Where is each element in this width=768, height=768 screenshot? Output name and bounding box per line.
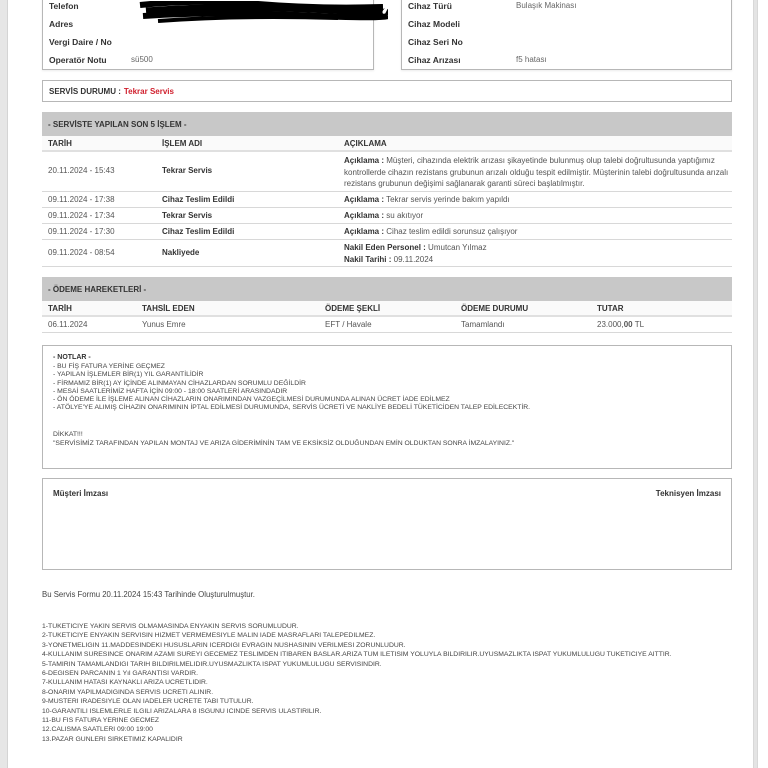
term-item: 4-KULLANIM SURESINCE ONARIM AZAMI SUREYI GECEMEZ TESLIMDEN ITIBAREN BASLAR.ARIZA TUM ILETISIM YOLUYLA BILDIRILIR.UYUSMAZLIKTA ISPAT YUKUMLULUGU TUKETICIYE AITTIR. (42, 651, 672, 659)
customer-info-box (42, 0, 374, 70)
operation-date: 09.11.2024 - 17:34 (48, 211, 115, 220)
col-header-date: TARİH (48, 139, 72, 148)
info-label: Telefon (49, 0, 79, 11)
col-header-operation: İŞLEM ADI (162, 139, 203, 148)
notes-title: - NOTLAR - (53, 354, 91, 361)
description-label: Açıklama : (344, 211, 385, 220)
table-row (42, 318, 732, 333)
description-text: su akıtıyor (386, 211, 424, 220)
operations-section-header: - SERVİSTE YAPILAN SON 5 İŞLEM - (42, 112, 732, 136)
signature-box (42, 478, 732, 570)
info-row-phone (49, 0, 131, 14)
info-label: Cihaz Arızası (408, 54, 461, 65)
col-header-date: TARİH (48, 304, 72, 313)
operation-name: Cihaz Teslim Edildi (162, 195, 235, 204)
info-label: Adres (49, 18, 74, 29)
term-item: 1-TUKETICIYE YAKIN SERVIS OLMAMASINDA ENYAKIN SERVIS SORUMLUDUR. (42, 623, 299, 630)
amount-decimal: 00 (623, 320, 633, 329)
technician-signature-label: Teknisyen İmzası (655, 489, 721, 498)
transfer-date-label: Nakil Tarihi : (344, 254, 392, 264)
description-label: Açıklama : (344, 156, 385, 165)
description-label: Açıklama : (344, 227, 385, 236)
table-row (42, 153, 732, 192)
term-item: 8-ONARIM YAPILMADIGINDA SERVIS UCRETI ALINIR. (42, 688, 214, 696)
description-text: Cihaz teslim edildi sorunsuz çalışıyor (386, 227, 518, 236)
table-row (42, 208, 732, 224)
note-item: - BU FİŞ FATURA YERİNE GEÇMEZ (53, 363, 165, 371)
info-label: Cihaz Modeli (408, 18, 460, 29)
note-item: - YAPILAN İŞLEMLER BİR(1) YIL GARANTİLİDİR (53, 371, 204, 379)
term-item: 5-TAMIRIN TAMAMLANDIGI TARIH BILDIRILMELIDIR.UYUSMAZLIKTA ISPAT YUKUMLULUGU SERVISINDIR. (42, 660, 382, 668)
info-row-serial-no (408, 33, 516, 50)
operation-description (344, 195, 510, 204)
operation-date: 09.11.2024 - 17:30 (48, 227, 115, 236)
operation-description (344, 155, 729, 190)
operation-name: Cihaz Teslim Edildi (162, 227, 235, 236)
payment-method: EFT / Havale (325, 320, 372, 329)
form-created-note: Bu Servis Formu 20.11.2024 15:43 Tarihinde Oluşturulmuştur. (42, 590, 255, 599)
info-label: Cihaz Türü (408, 0, 452, 11)
operation-date: 09.11.2024 - 17:38 (48, 195, 115, 204)
scrollbar-track[interactable] (753, 0, 758, 768)
info-row-device-fault (408, 51, 547, 68)
service-status-value: Tekrar Servis (123, 86, 174, 96)
service-status-box (42, 80, 732, 102)
operation-description (344, 242, 487, 265)
amount-currency: TL (634, 320, 645, 329)
payments-table-header (42, 301, 732, 317)
payment-status: Tamamlandı (461, 320, 505, 329)
note-item: - MESAİ SAATLERİMİZ HAFTA İÇİN 09:00 - 18:00 SAATLERİ ARASINDADIR (53, 387, 288, 395)
term-item: 13.PAZAR GUNLERI SIRKETIMIZ KAPALIDIR (42, 735, 183, 743)
customer-signature-label: Müşteri İmzası (53, 489, 109, 498)
description-text: Tekrar servis yerinde bakım yapıldı (386, 195, 510, 204)
info-value: Bulaşık Makinası (516, 1, 577, 10)
table-row (42, 224, 732, 240)
service-status-label: SERVİS DURUMU : (49, 86, 121, 96)
operation-date: 20.11.2024 - 15:43 (48, 166, 115, 175)
operation-description (344, 227, 517, 236)
term-item: 9-MUSTERI IRADESIYLE OLAN IADELER UCRETE TABI TUTULUR. (42, 698, 254, 706)
col-header-description: AÇIKLAMA (344, 139, 387, 148)
info-row-device-type (408, 0, 576, 14)
payment-collector: Yunus Emre (142, 320, 186, 329)
transfer-staff-label: Nakil Eden Personel : (344, 243, 426, 252)
transfer-date-value: 09.11.2024 (393, 254, 434, 264)
right-scrollbar[interactable] (742, 0, 768, 768)
description-label: Açıklama : (344, 195, 385, 204)
info-label: Operatör Notu (49, 54, 107, 65)
info-row-address (49, 15, 131, 32)
operation-name: Tekrar Servis (162, 166, 213, 175)
term-item: 11-BU FIS FATURA YERINE GECMEZ (42, 717, 160, 725)
left-page-margin (0, 0, 8, 768)
warning-title: DİKKAT!!! (53, 431, 83, 439)
operation-date: 09.11.2024 - 08:54 (48, 248, 115, 257)
note-item: - ÖN ÖDEME İLE İŞLEME ALINAN CİHAZLARIN ONARIMINDAN VAZGEÇİLMESİ DURUMUNDA ALINAN ÜCRET İADE EDİLMEZ (53, 396, 450, 404)
operation-description (344, 211, 423, 220)
payments-section-header: - ÖDEME HAREKETLERİ - (42, 277, 732, 301)
note-item: - FİRMAMIZ BİR(1) AY İÇİNDE ALINMAYAN CİHAZLARDAN SORUMLU DEĞİLDİR (53, 379, 306, 387)
term-item: 12.CALISMA SAATLERI 09:00 19:00 (42, 726, 153, 734)
operation-name: Nakliyede (162, 248, 200, 257)
info-value: sü500 (131, 55, 153, 64)
warning-text: "SERVİSİMİZ TARAFINDAN YAPILAN MONTAJ VE ARIZA GİDERİMİNİN TAM VE EKSİKSİZ OLDUĞUNDAN EMİN OLDUKTAN SONRA İMZALAYINIZ." (53, 439, 515, 447)
info-value: f5 hatası (516, 55, 547, 64)
info-row-operator-note (49, 51, 153, 68)
info-label: Cihaz Seri No (408, 36, 463, 47)
payment-date: 06.11.2024 (48, 320, 88, 329)
note-item: - ATÖLYE'YE ALIMIŞ CİHAZIN ONARIMININ İPTAL EDİLMESİ DURUMUNDA, SERVİS ÜCRETİ VE NAKLİYE BEDELİ TÜKETİCİDEN TALEP EDİLECEKTİR. (53, 404, 531, 412)
redaction-scribble (138, 1, 388, 23)
notes-box (42, 345, 732, 469)
device-info-box (401, 0, 732, 70)
operation-name: Tekrar Servis (162, 211, 213, 220)
payment-amount (597, 320, 644, 329)
term-item: 10-GARANTILI ISLEMLERLE ILGILI ARIZALARA 8 ISGUNU ICINDE SERVIS ULASTIRILIR. (42, 707, 322, 715)
term-item: 3-YONETMELIGIN 11.MADDESINDEKI HUSUSLARIN ICERDIGI EVRAGIN NUSHASININ VERILMESI ZORUNLUDUR. (42, 641, 406, 649)
table-row (42, 240, 732, 267)
col-header-amount: TUTAR (597, 304, 624, 313)
table-row (42, 192, 732, 208)
col-header-payment-method: ÖDEME ŞEKLİ (325, 304, 381, 313)
transfer-staff-value: Umutcan Yılmaz (428, 243, 487, 252)
col-header-payment-status: ÖDEME DURUMU (461, 304, 529, 313)
info-row-device-model (408, 15, 516, 32)
col-header-collector: TAHSİL EDEN (142, 304, 195, 313)
description-text: Müşteri, cihazında elektrik arızası şikayetinde bulunmuş olup talebi doğrultusunda yaptığımız kontrollerde cihazın rezistans grubunun arızalı olduğu tespit edilmiştir. Müşterinin talebi doğrultusunda arızalı rezistans grubunun değişimi sağlanarak garanti süreci başlatılmıştır. (344, 156, 729, 188)
term-item: 7-KULLANIM HATASI KAYNAKLI ARIZA UCRETLIDIR. (42, 679, 208, 687)
term-item: 6-DEGISEN PARCANIN 1 Yıl GARANTISI VARDIR. (42, 670, 198, 678)
info-row-tax-office (49, 33, 131, 50)
operations-table-header (42, 136, 732, 152)
term-item: 2-TUKETICIYE ENYAKIN SERVISIN HIZMET VERMEMESIYLE MALIN IADE MASRAFLARI TALEPEDILMEZ. (42, 632, 376, 640)
info-label: Vergi Daire / No (49, 36, 112, 47)
amount-integer: 23.000, (597, 320, 624, 329)
terms-list (42, 622, 672, 744)
